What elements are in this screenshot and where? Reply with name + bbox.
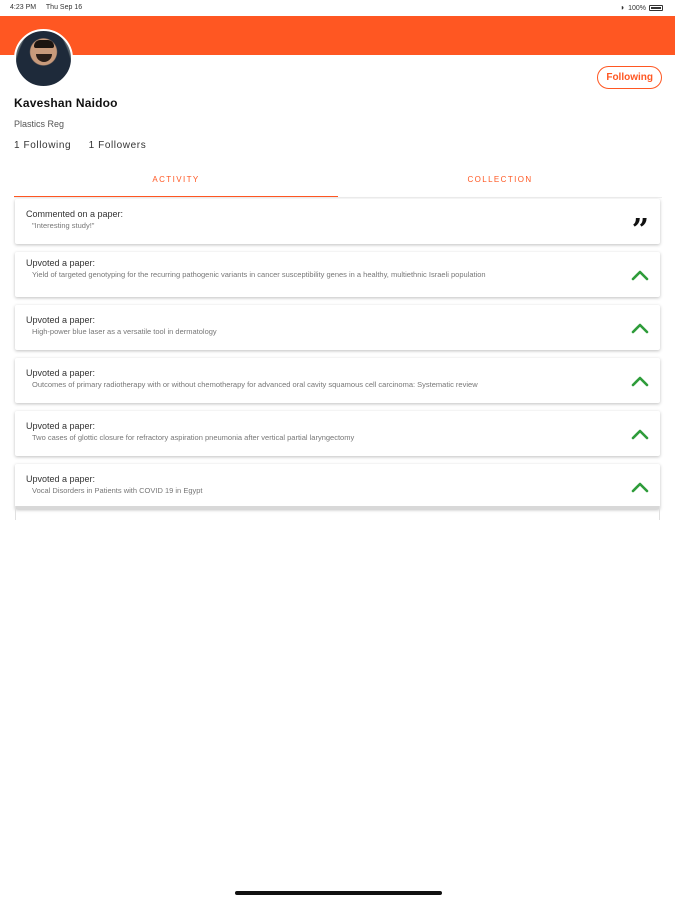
profile-role: Plastics Reg	[14, 119, 65, 129]
tab-divider	[14, 197, 662, 198]
avatar-beard	[36, 54, 52, 62]
activity-text: Two cases of glottic closure for refractory aspiration pneumonia after vertical partial laryngectomy	[32, 433, 355, 442]
chevron-up-icon[interactable]	[631, 428, 649, 440]
status-right	[620, 4, 663, 12]
chevron-up-icon[interactable]	[631, 322, 649, 334]
home-indicator[interactable]	[235, 891, 442, 895]
activity-text: Outcomes of primary radiotherapy with or without chemotherapy for advanced oral cavity squamous cell carcinoma: Systematic review	[32, 380, 478, 389]
status-time: 4:23 PM	[10, 4, 37, 11]
following-button[interactable]: Following	[597, 66, 662, 89]
battery-icon	[649, 5, 663, 11]
avatar	[14, 29, 73, 88]
chevron-up-icon[interactable]	[631, 481, 649, 493]
activity-title: Upvoted a paper:	[26, 421, 96, 431]
followers-count[interactable]: 1 Followers	[88, 140, 147, 151]
activity-card-upvote[interactable]	[15, 252, 660, 297]
activity-feed	[15, 199, 660, 517]
wifi-icon: ◗	[620, 3, 626, 12]
profile-name: Kaveshan Naidoo	[14, 96, 118, 110]
activity-title: Upvoted a paper:	[26, 474, 96, 484]
feed-scroll-edge[interactable]	[15, 506, 660, 520]
status-date: Thu Sep 16	[45, 4, 83, 11]
activity-text: Vocal Disorders in Patients with COVID 19 in Egypt	[32, 486, 203, 495]
tab-activity[interactable]: ACTIVITY	[14, 170, 338, 198]
status-bar	[0, 0, 675, 16]
activity-text: "Interesting study!"	[32, 221, 95, 230]
avatar-hair	[34, 40, 54, 48]
profile-tabs	[14, 170, 662, 198]
activity-text: Yield of targeted genotyping for the recurring pathogenic variants in cancer susceptibility genes in a healthy, multiethnic Israeli population	[32, 270, 486, 279]
battery-percent: 100%	[628, 4, 646, 12]
chevron-up-icon[interactable]	[631, 269, 649, 281]
chevron-up-icon[interactable]	[631, 375, 649, 387]
profile-stats	[14, 140, 160, 151]
quote-icon: ”	[631, 212, 649, 248]
tab-collection[interactable]: COLLECTION	[467, 175, 533, 184]
activity-title: Upvoted a paper:	[26, 258, 96, 268]
activity-title: Commented on a paper:	[26, 209, 124, 219]
profile-header-band	[0, 16, 675, 55]
activity-text: High-power blue laser as a versatile tool in dermatology	[32, 327, 217, 336]
activity-card-upvote[interactable]	[15, 411, 660, 456]
activity-card-upvote[interactable]	[15, 464, 660, 509]
activity-title: Upvoted a paper:	[26, 315, 96, 325]
activity-card-upvote[interactable]	[15, 358, 660, 403]
status-left	[10, 4, 90, 11]
activity-card-upvote[interactable]	[15, 305, 660, 350]
activity-title: Upvoted a paper:	[26, 368, 96, 378]
activity-card-comment[interactable]	[15, 199, 660, 248]
following-count[interactable]: 1 Following	[14, 140, 72, 151]
